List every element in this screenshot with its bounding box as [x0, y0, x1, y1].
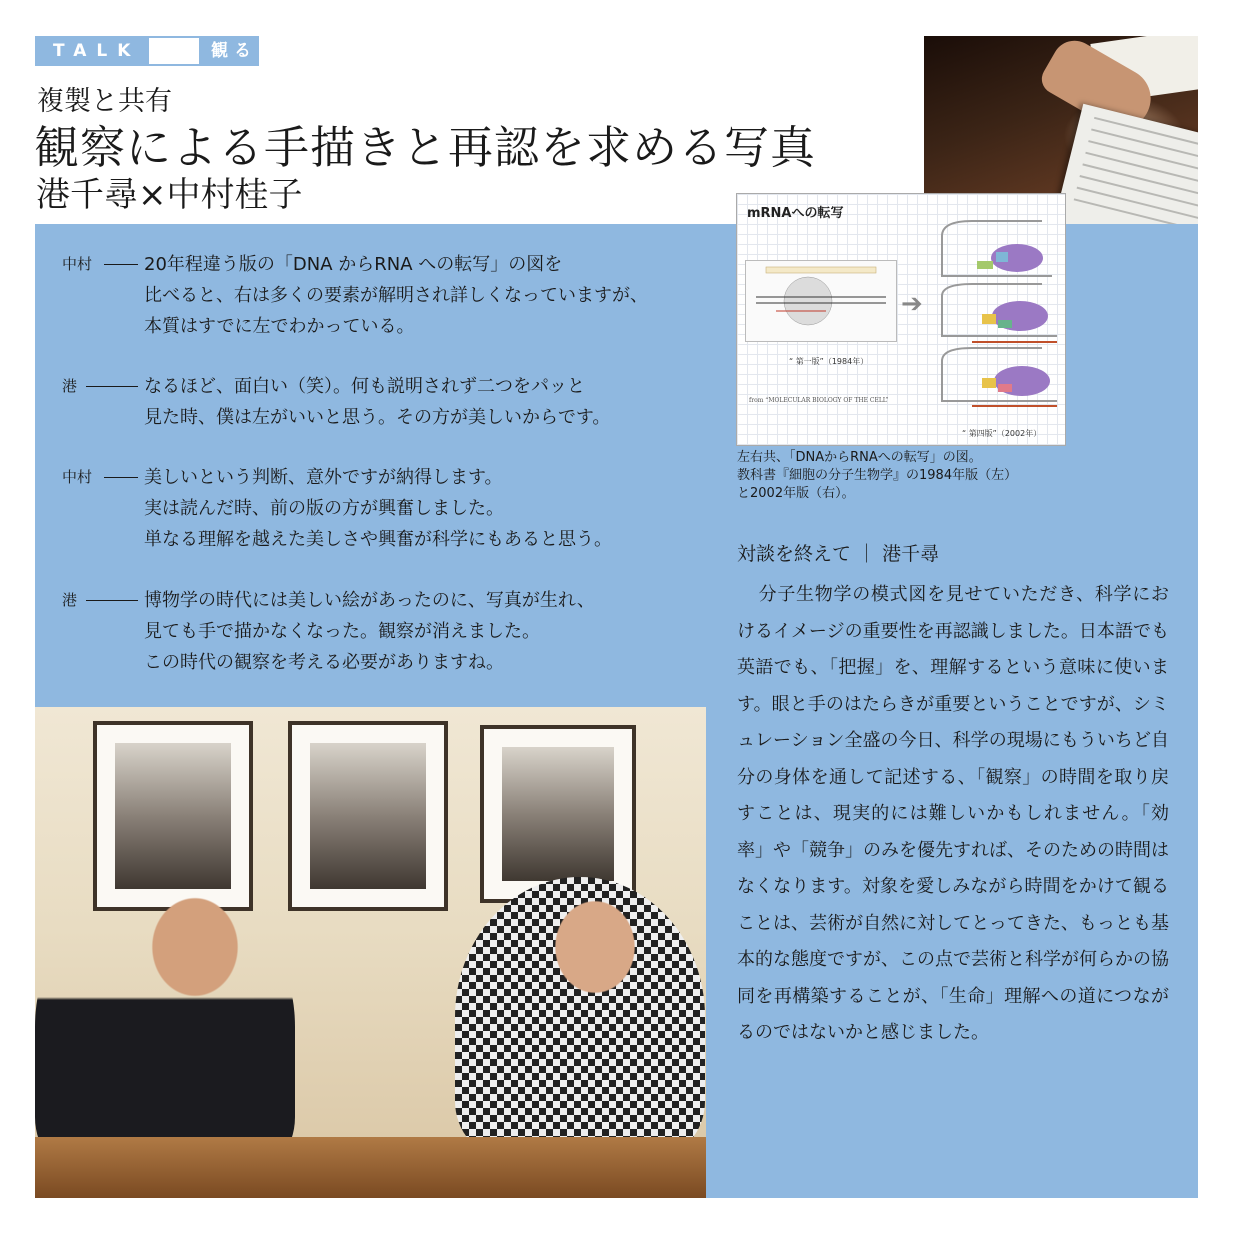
speaker-name: 中村: [62, 468, 93, 486]
wall-frame: [480, 725, 636, 903]
speaker-name: 港: [62, 591, 78, 609]
mrna-diagram: [736, 193, 1066, 446]
speaker-dash: [86, 386, 138, 387]
dialogue-line: 博物学の時代には美しい絵があったのに、写真が生れ、: [144, 590, 595, 611]
dialogue-line: 20年程違う版の「DNA からRNA への転写」の図を: [144, 254, 563, 275]
dialogue-line: 見た時、僕は左がいいと思う。その方が美しいからです。: [144, 407, 611, 428]
first-edition-figure: [746, 261, 896, 341]
fourth-edition-figure: [932, 216, 1062, 421]
speaker-dash: [104, 477, 138, 478]
diagram-caption-line: 左右共、「DNAからRNAへの転写」の図。: [737, 450, 982, 465]
dialogue-line: 美しいという判断、意外ですが納得します。: [144, 467, 503, 488]
person-right: [455, 877, 705, 1157]
section-tag: [35, 36, 259, 66]
wall-frame: [288, 721, 448, 911]
dialogue-line: 単なる理解を越えた美しさや興奮が科学にもあると思う。: [144, 529, 612, 550]
tag-divider: [149, 38, 199, 64]
diagram-title: mRNAへの転写: [747, 206, 844, 221]
speaker-name: 中村: [62, 255, 93, 273]
speaker-dash: [104, 264, 138, 265]
tag-category-label: 観る: [149, 38, 257, 64]
tag-talk-label: TALK: [37, 38, 149, 64]
speaker-dash: [86, 600, 138, 601]
dialogue-turn: [62, 371, 712, 433]
diagram-first-edition-label: “ 第一版”（1984年）: [789, 357, 869, 366]
speaker-name: 港: [62, 377, 78, 395]
dialogue-line: なるほど、面白い（笑）。何も説明されず二つをパッと: [144, 376, 585, 397]
dialogue-line: 本質はすでに左でわかっている。: [144, 316, 415, 337]
dialogue-line: 実は読んだ時、前の版の方が興奮しました。: [144, 498, 504, 519]
dialogue-line: 見ても手で描かなくなった。観察が消えました。: [144, 621, 540, 642]
table: [35, 1137, 706, 1198]
diagram-caption-line: 教科書『細胞の分子生物学』の1984年版（左）: [737, 468, 1018, 483]
dialogue-turn: [62, 585, 712, 678]
dialogue-turn: [62, 249, 712, 342]
dialogue-turn: [62, 462, 712, 555]
article-title: 観察による手描きと再認を求める写真: [34, 121, 817, 174]
diagram-source: from “MOLECULAR BIOLOGY OF THE CELL”: [749, 397, 889, 404]
interview-photo: [35, 707, 706, 1198]
essay-heading: 対談を終えて ｜ 港千尋: [737, 543, 940, 565]
dialogue-line: 比べると、右は多くの要素が解明され詳しくなっていますが、: [144, 285, 648, 306]
article-authors: 港千尋×中村桂子: [36, 175, 303, 215]
dialogue-line: この時代の観察を考える必要がありますね。: [144, 652, 504, 673]
article-subtitle: 複製と共有: [37, 86, 172, 117]
diagram-arrow-icon: ➔: [901, 289, 923, 319]
photo-paper: [1049, 104, 1198, 224]
diagram-caption-line: と2002年版（右）。: [737, 486, 855, 501]
essay-body: 分子生物学の模式図を見せていただき、科学におけるイメージの重要性を再認識しました。日本語でも英語でも、「把握」を、理解するという意味に使います。眼と手のはたらきが重要ということですが、シミュレーション全盛の今日、科学の現場にもういちど自分の身体を通して記述する、「観察」の時間を取り戻すことは、現実的には難しいかもしれません。「効率」や「競争」のみを優先すれば、そのための時間はなくなります。対象を愛しみながら時間をかけて観ることは、芸術が自然に対してとってきた、もっとも基本的な態度ですが、この点で芸術と科学が何らかの協同を再構築することが、「生命」理解への道につながるのではないかと感じました。: [737, 584, 1169, 1043]
diagram-fourth-edition-label: “ 第四版”（2002年）: [962, 429, 1042, 438]
diagram-caption: [737, 449, 1077, 503]
diagram-first-edition: [745, 260, 897, 342]
person-left: [35, 877, 295, 1177]
